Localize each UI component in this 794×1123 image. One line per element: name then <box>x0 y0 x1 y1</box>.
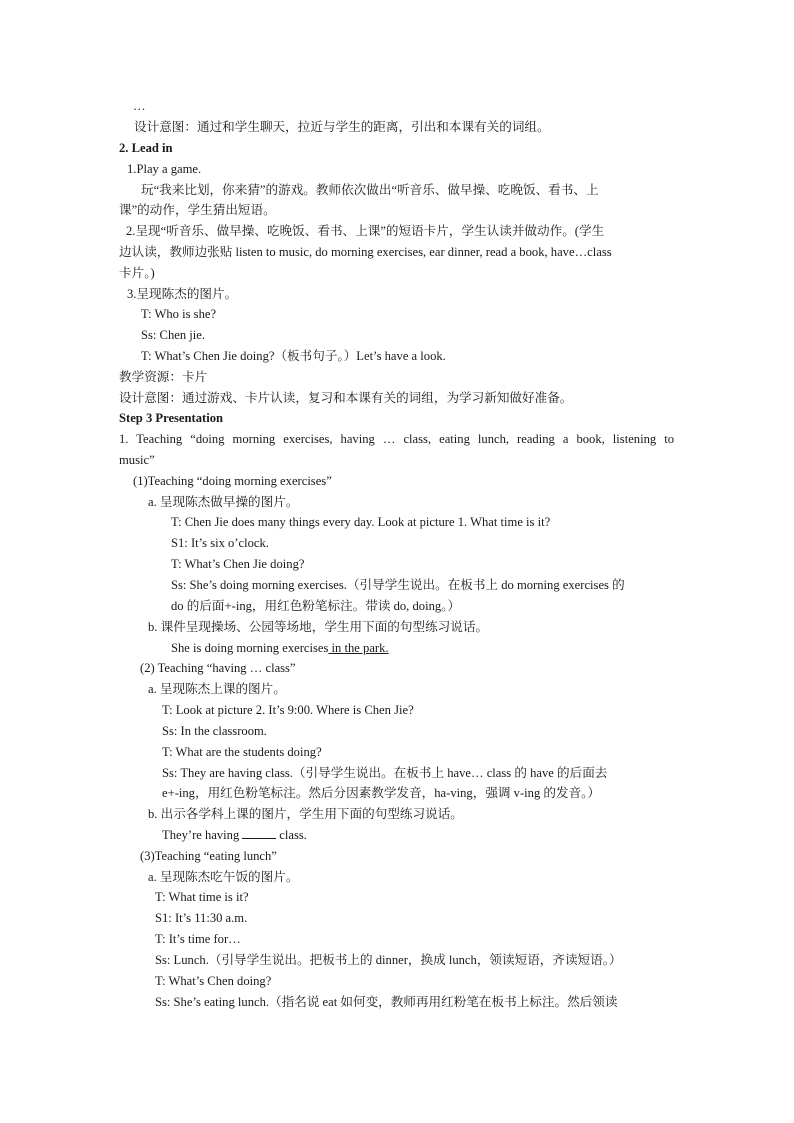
step-cards-line1: 2.呈现“听音乐、做早操、吃晚饭、看书、上课”的短语卡片，学生认读并做动作。(学生 <box>126 224 605 238</box>
dialogue-note: e+-ing，用红色粉笔标注。然后分因素教学发音，ha-ving，强调 v-ing 的发音。） <box>162 786 601 800</box>
dialogue-line: T: Look at picture 2. It’s 9:00. Where is Chen Jie? <box>162 703 414 717</box>
dialogue-line: T: What are the students doing? <box>162 745 322 759</box>
dialogue-line: Ss: Chen jie. <box>141 328 206 342</box>
dialogue-line: T: Who is she? <box>141 307 217 321</box>
fill-in-blank <box>242 827 276 839</box>
dialogue-line: Ss: Lunch.（引导学生说出。把板书上的 dinner，换成 lunch，领读短语，齐读短语。） <box>155 953 622 967</box>
practice-sentence <box>162 827 307 843</box>
teaching-resource: 教学资源：卡片 <box>119 370 208 384</box>
subsection-heading: (2) Teaching “having … class” <box>140 661 296 675</box>
practice-sentence <box>171 640 389 656</box>
subsection-heading: (1)Teaching “doing morning exercises” <box>133 474 332 488</box>
dialogue-line: T: What’s Chen Jie doing?（板书句子。）Let’s have a look. <box>141 349 446 363</box>
dialogue-note: do 的后面+-ing，用红色粉笔标注。带读 do, doing。） <box>171 599 461 613</box>
game-description-line1: 玩“我来比划，你来猜”的游戏。教师依次做出“听音乐、做早操、吃晚饭、看书、上 <box>141 183 599 197</box>
design-intent-2: 设计意图：通过游戏、卡片认读，复习和本课有关的词组，为学习新知做好准备。 <box>119 391 573 405</box>
section-heading-presentation: Step 3 Presentation <box>119 411 224 425</box>
teaching-phrases-line2: music” <box>119 453 155 467</box>
dialogue-line: S1: It’s six o’clock. <box>171 536 269 550</box>
practice-sentence-text: She is doing morning exercises <box>171 641 329 655</box>
dialogue-line: T: What time is it? <box>155 890 249 904</box>
ellipsis-line: … <box>133 99 146 113</box>
design-intent-1: 设计意图：通过和学生聊天，拉近与学生的距离，引出和本课有关的词组。 <box>134 120 550 134</box>
practice-sentence-underlined: in the park. <box>328 641 389 655</box>
dialogue-line: T: What’s Chen Jie doing? <box>171 557 305 571</box>
teaching-phrases-line1: 1. Teaching “doing morning exercises, having … class, eating lunch, reading a book, listening to <box>119 432 674 446</box>
sub-step: b. 课件呈现操场、公园等场地，学生用下面的句型练习说话。 <box>148 620 489 634</box>
sub-step: a. 呈现陈杰上课的图片。 <box>148 682 286 696</box>
section-heading-lead-in: 2. Lead in <box>119 141 173 155</box>
dialogue-line: Ss: She’s eating lunch.（指名说 eat 如何变，教师再用红粉笔在板书上标注。然后领读 <box>155 995 618 1009</box>
step-picture: 3.呈现陈杰的图片。 <box>127 287 238 301</box>
step-cards-line2: 边认读，教师边张贴 listen to music, do morning exercises, ear dinner, read a book, have…class <box>119 245 612 259</box>
practice-sentence-end: class. <box>279 828 307 842</box>
step-play-game: 1.Play a game. <box>127 162 202 176</box>
practice-sentence-text: They’re having <box>162 828 240 842</box>
subsection-heading: (3)Teaching “eating lunch” <box>140 849 277 863</box>
dialogue-line: T: What’s Chen doing? <box>155 974 272 988</box>
dialogue-line: S1: It’s 11:30 a.m. <box>155 911 248 925</box>
dialogue-line: T: It’s time for… <box>155 932 241 946</box>
sub-step: a. 呈现陈杰吃午饭的图片。 <box>148 870 299 884</box>
dialogue-line: Ss: In the classroom. <box>162 724 267 738</box>
step-cards-line3: 卡片。) <box>119 266 155 280</box>
dialogue-line: T: Chen Jie does many things every day. Look at picture 1. What time is it? <box>171 515 551 529</box>
dialogue-line: Ss: They are having class.（引导学生说出。在板书上 have… class 的 have 的后面去 <box>162 766 608 780</box>
sub-step: b. 出示各学科上课的图片，学生用下面的句型练习说话。 <box>148 807 463 821</box>
sub-step: a. 呈现陈杰做早操的图片。 <box>148 495 299 509</box>
dialogue-line: Ss: She’s doing morning exercises.（引导学生说出。在板书上 do morning exercises 的 <box>171 578 625 592</box>
game-description-line2: 课”的动作，学生猜出短语。 <box>119 203 276 217</box>
